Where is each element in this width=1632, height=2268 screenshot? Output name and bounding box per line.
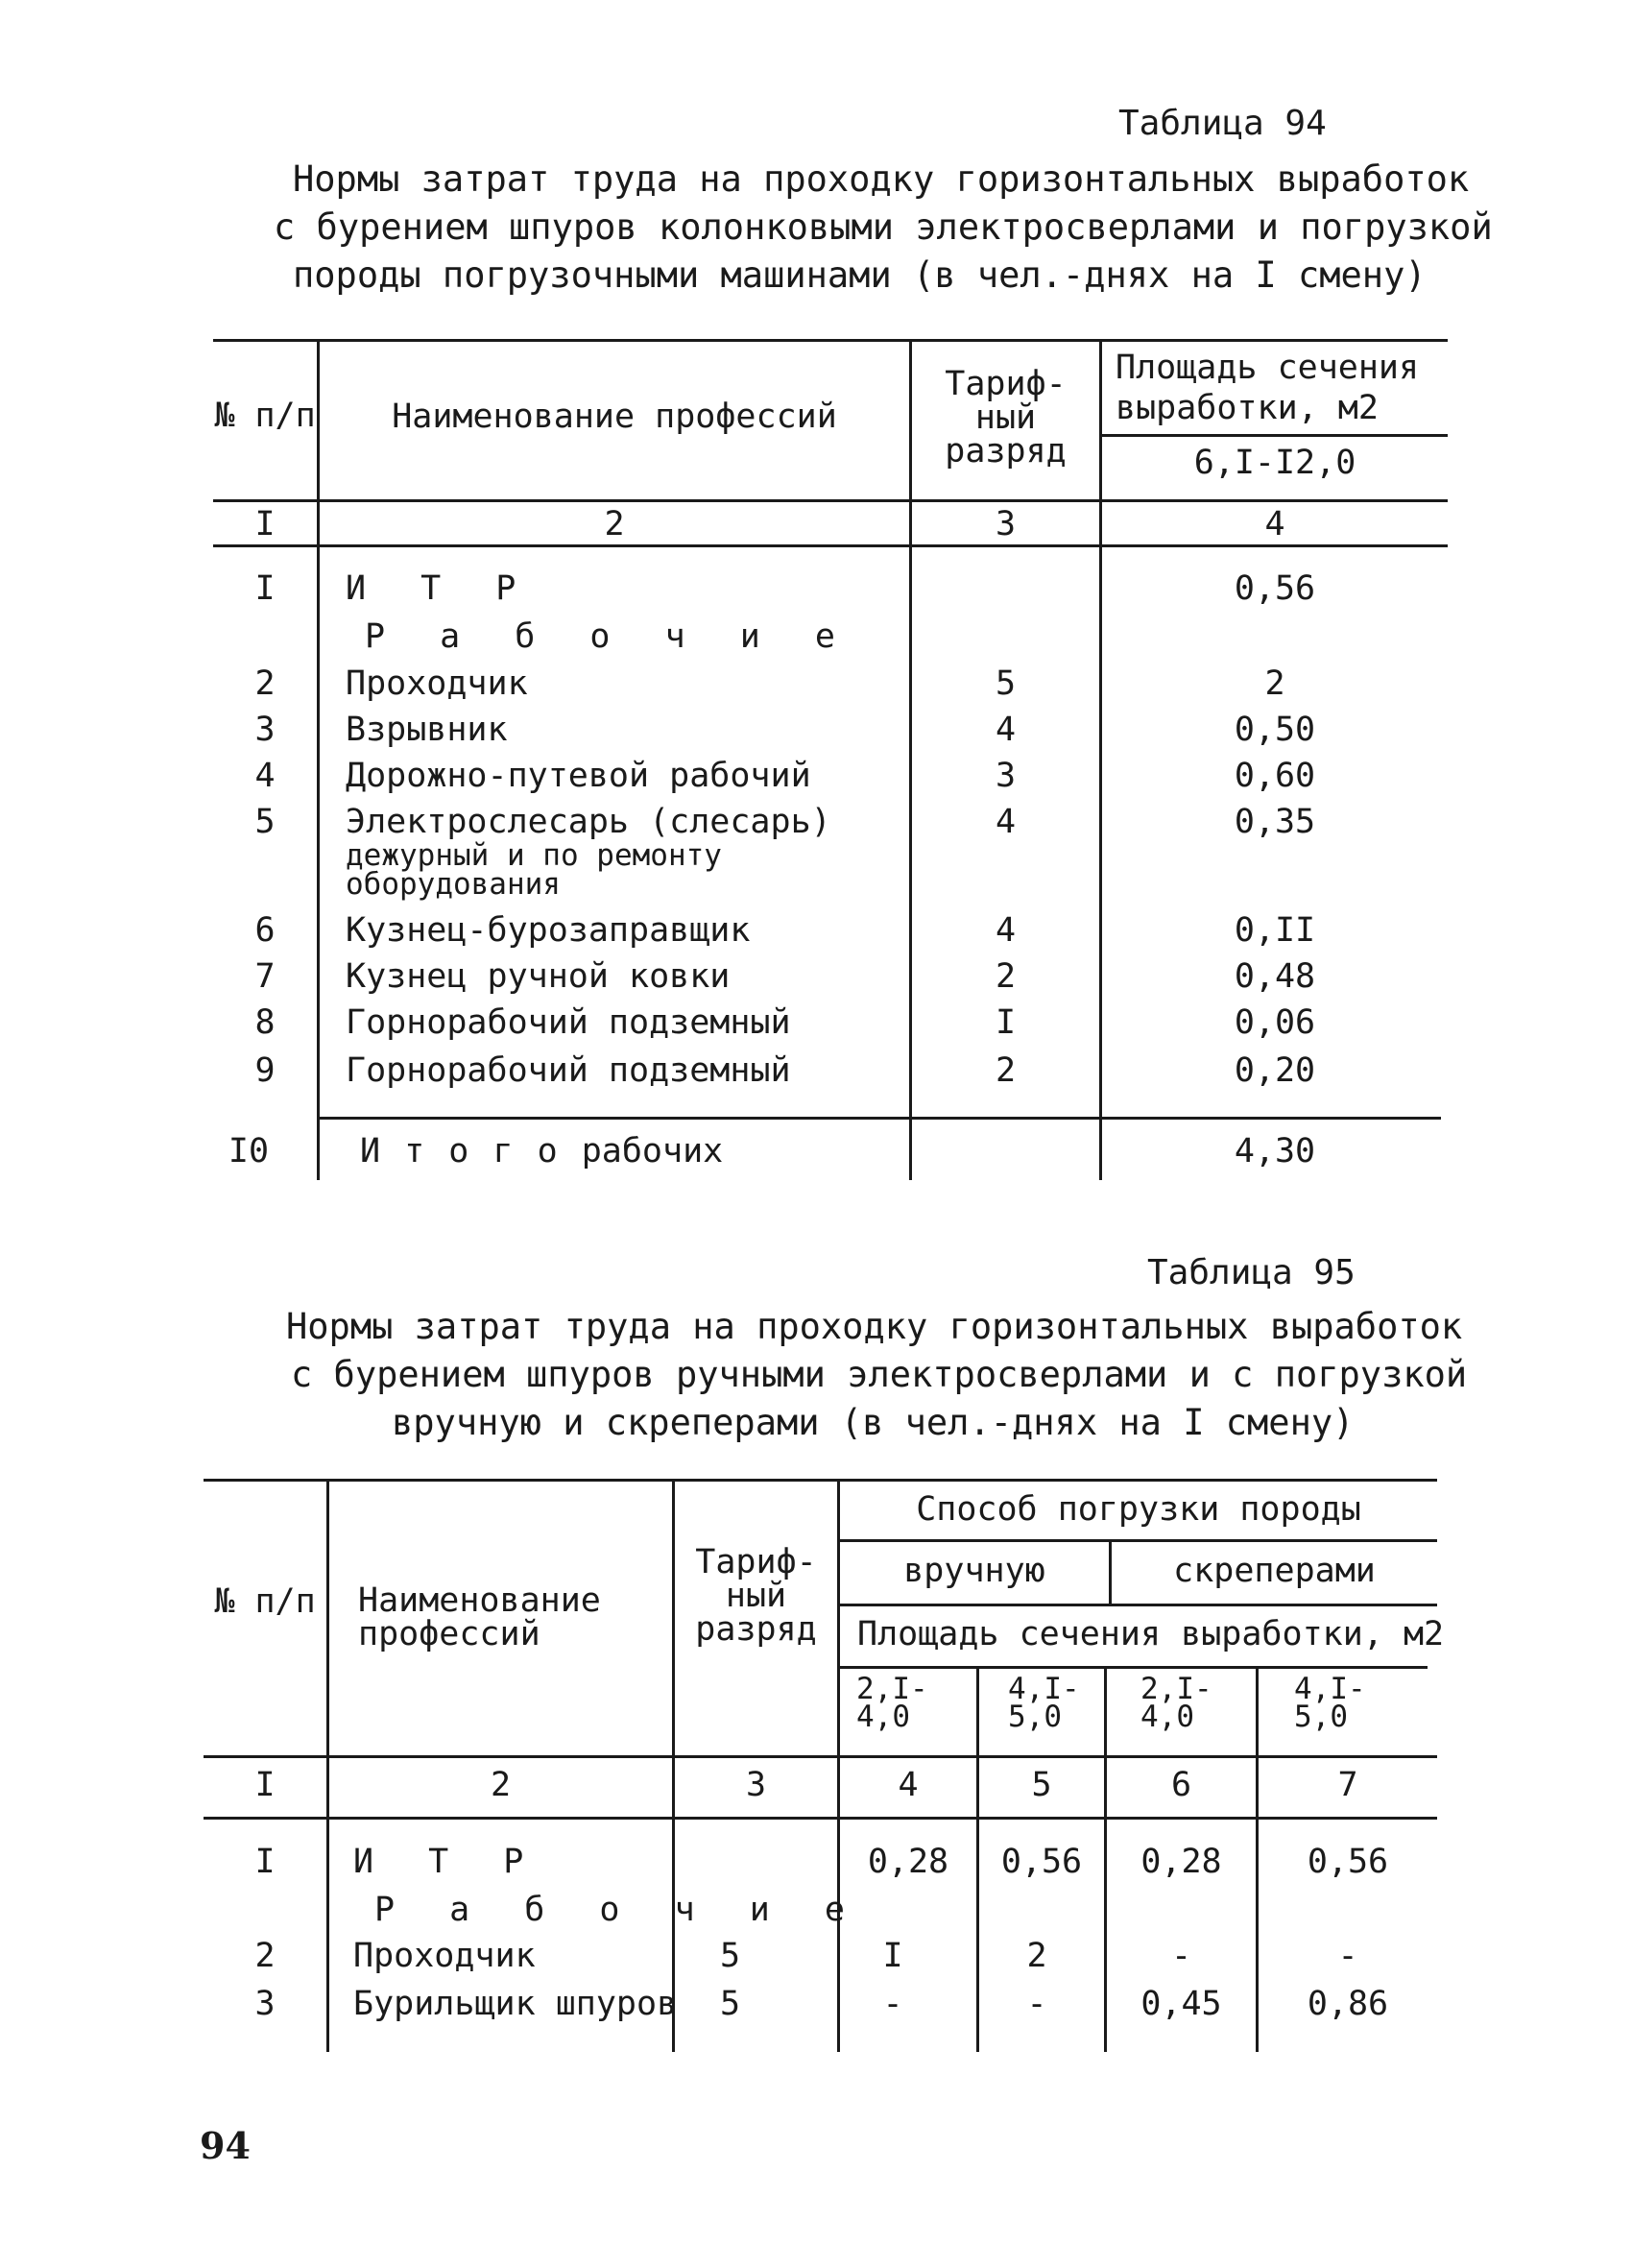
header-num: № п/п — [214, 397, 316, 435]
header-range: 4,I- 5,0 — [1294, 1672, 1366, 1735]
header-num: № п/п — [214, 1582, 316, 1621]
table-row-grade: 5 — [995, 664, 1017, 703]
colnum-3: 3 — [745, 1766, 767, 1804]
table-row-grade: 5 — [719, 1985, 741, 2023]
rule — [320, 1117, 1441, 1120]
table-row-name: Кузнец ручной ковки — [346, 957, 731, 996]
colnum-4: 4 — [898, 1766, 919, 1804]
table-row-value: 0,56 — [1234, 569, 1316, 608]
rule — [840, 1666, 1428, 1669]
colnum-2: 2 — [490, 1766, 512, 1804]
table-row-name: Проходчик — [353, 1937, 536, 1975]
table-row-num: 6 — [254, 911, 276, 950]
header-area: Площадь сечения выработки, м2 — [857, 1615, 1445, 1653]
table-row-value: 0,35 — [1234, 803, 1316, 841]
rule — [317, 339, 320, 1180]
table-row-grade: 2 — [995, 957, 1017, 996]
table-row-name: Бурильщик шпуров — [353, 1985, 678, 2023]
table-row-num: 5 — [254, 803, 276, 841]
table-row-value: 0,56 — [1000, 1843, 1083, 1881]
table-row-num: 2 — [254, 1937, 276, 1975]
rule — [840, 1604, 1437, 1606]
table94-title-line-2: с бурением шпуров колонковыми электросверлами и погрузкой — [274, 206, 1493, 248]
rule — [204, 1817, 1437, 1820]
table-row-num: 4 — [254, 757, 276, 795]
table-row-grade: 3 — [995, 757, 1017, 795]
table-row-grade: 4 — [995, 711, 1017, 749]
table-row-num: 2 — [254, 664, 276, 703]
colnum-2: 2 — [604, 505, 625, 543]
table-row-grade: 4 — [995, 803, 1017, 841]
table-row-num: I0 — [228, 1132, 270, 1170]
rule — [204, 1755, 1437, 1758]
table-row-value: 0,28 — [1140, 1843, 1222, 1881]
table-total-value: 4,30 — [1234, 1132, 1316, 1170]
table-row-num: 3 — [254, 711, 276, 749]
table-row-name: Горнорабочий подземный — [346, 1051, 791, 1090]
table-row-value: - — [1170, 1937, 1192, 1975]
table-row-value: 0,48 — [1234, 957, 1316, 996]
table95-title-line-3: вручную и скреперами (в чел.-днях на I смену) — [392, 1402, 1355, 1443]
rule — [213, 499, 1448, 502]
table-row-grade: 4 — [995, 911, 1017, 950]
header-range: 2,I- 4,0 — [1140, 1672, 1212, 1735]
table-row-num: 9 — [254, 1051, 276, 1090]
table-row-name: И Т Р — [346, 569, 534, 608]
table94-title-line-3: породы погрузочными машинами (в чел.-днях на I смену) — [293, 254, 1427, 296]
table-row-value: 0,86 — [1307, 1985, 1389, 2023]
header-range: 4,I- 5,0 — [1008, 1672, 1080, 1735]
colnum-1: I — [254, 1766, 276, 1804]
page-number: 94 — [200, 2124, 251, 2167]
table-row-name: Электрослесарь (слесарь) — [346, 803, 831, 841]
table-row-value: 0,06 — [1234, 1003, 1316, 1042]
table-row-num: I — [254, 569, 276, 608]
table-row-name: И Т Р — [353, 1843, 541, 1881]
table-row-value: 0,II — [1234, 911, 1316, 950]
table95-title-line-1: Нормы затрат труда на проходку горизонтальных выработок — [286, 1306, 1463, 1347]
table-row-name-cont: дежурный и по ремонту — [346, 838, 722, 873]
table-row-value: 0,28 — [867, 1843, 949, 1881]
colnum-3: 3 — [995, 505, 1017, 543]
table-row-name: Взрывник — [346, 711, 508, 749]
colnum-1: I — [254, 505, 276, 543]
table-row-grade: 2 — [995, 1051, 1017, 1090]
table-row-value: 0,56 — [1307, 1843, 1389, 1881]
rule — [1102, 434, 1448, 437]
table-total-label: И т о г о рабочих — [360, 1132, 724, 1170]
table95-title-line-2: с бурением шпуров ручными электросверлами и с погрузкой — [291, 1354, 1468, 1395]
header-range: 2,I- 4,0 — [856, 1672, 928, 1735]
table-row-num: 3 — [254, 1985, 276, 2023]
table-row-section: Р а б о ч и е — [365, 617, 852, 656]
header-tariff: Тариф- ный разряд — [695, 1543, 817, 1649]
table94-caption: Таблица 94 — [1118, 104, 1327, 143]
colnum-6: 6 — [1170, 1766, 1192, 1804]
table-row-name: Кузнец-бурозаправщик — [346, 911, 751, 950]
colnum-5: 5 — [1031, 1766, 1052, 1804]
header-method: Способ погрузки породы — [916, 1490, 1361, 1529]
table-row-name: Дорожно-путевой рабочий — [346, 757, 811, 795]
table-row-name: Проходчик — [346, 664, 528, 703]
table-row-value: 0,50 — [1234, 711, 1316, 749]
header-scraper: скреперами — [1173, 1552, 1376, 1590]
table-row-num: 7 — [254, 957, 276, 996]
table-row-name-cont: оборудования — [346, 867, 561, 902]
table-row-grade: 5 — [719, 1937, 741, 1975]
table-row-num: 8 — [254, 1003, 276, 1042]
table-row-section: Р а б о ч и е — [374, 1891, 862, 1929]
colnum-7: 7 — [1337, 1766, 1358, 1804]
rule — [204, 1479, 1437, 1482]
table-row-value: 0,45 — [1140, 1985, 1222, 2023]
table-row-value: 0,20 — [1234, 1051, 1316, 1090]
header-name: Наименование профессий — [358, 1581, 601, 1653]
table-row-value: 0,60 — [1234, 757, 1316, 795]
header-area-range: 6,I-I2,0 — [1193, 444, 1356, 482]
header-name: Наименование профессий — [392, 398, 837, 436]
rule — [326, 1479, 329, 2052]
table-row-value: 2 — [1026, 1937, 1047, 1975]
table-row-grade: I — [995, 1003, 1017, 1042]
table-row-value: I — [882, 1937, 903, 1975]
table-row-value: 2 — [1264, 664, 1285, 703]
colnum-4: 4 — [1264, 505, 1285, 543]
table95-caption: Таблица 95 — [1147, 1253, 1356, 1292]
table-row-value: - — [882, 1985, 903, 2023]
table-row-value: - — [1026, 1985, 1047, 2023]
header-manual: вручную — [903, 1552, 1045, 1590]
table94-title-line-1: Нормы затрат труда на проходку горизонтальных выработок — [293, 158, 1470, 200]
table-row-num: I — [254, 1843, 276, 1881]
table-row-name: Горнорабочий подземный — [346, 1003, 791, 1042]
header-tariff: Тариф- ный разряд — [945, 365, 1067, 470]
header-area: Площадь сечения выработки, м2 — [1116, 349, 1420, 427]
rule — [840, 1539, 1437, 1542]
rule — [213, 544, 1448, 547]
table-row-value: - — [1337, 1937, 1358, 1975]
rule — [213, 339, 1448, 342]
